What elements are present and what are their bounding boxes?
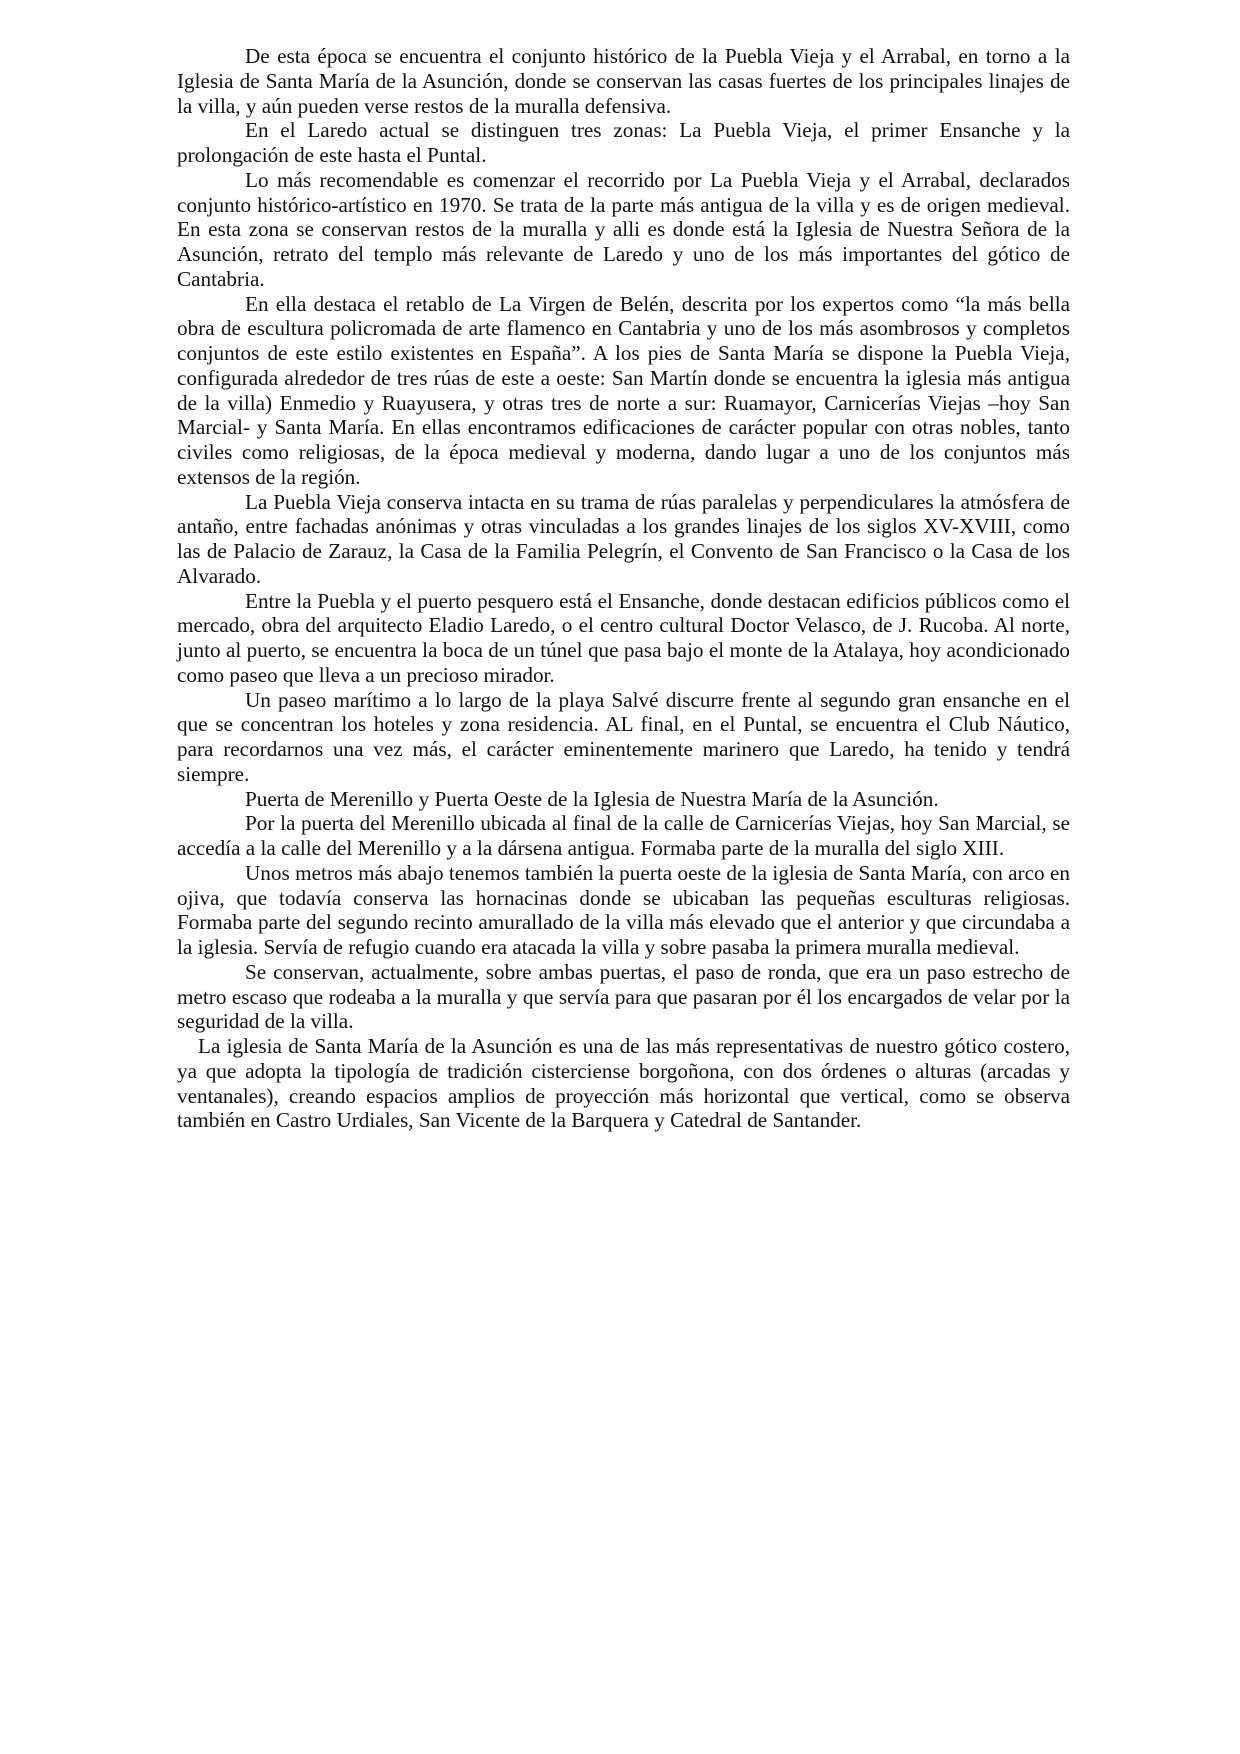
paragraph-iglesia-gotico: La iglesia de Santa María de la Asunción es una de las más representativas de nuestro gótico costero, ya que adopta la tipología de tradición cisterciense borgoñona, con dos órdenes o alturas (arcadas y ventanales), creando espacios amplios de proyección más horizontal que vertical, como se observa también en Castro Urdiales, San Vicente de la Barquera y Catedral de Santander. <box>177 1034 1070 1133</box>
document-page <box>177 44 1070 1133</box>
paragraph-ensanche: Entre la Puebla y el puerto pesquero está el Ensanche, donde destacan edificios públicos como el mercado, obra del arquitecto Eladio Laredo, o el centro cultural Doctor Velasco, de J. Rucoba. Al norte, junto al puerto, se encuentra la boca de un túnel que pasa bajo el monte de la Atalaya, hoy acondicionado como paseo que lleva a un precioso mirador. <box>177 588 1070 687</box>
paragraph-retablo: En ella destaca el retablo de La Virgen de Belén, descrita por los expertos como “la más bella obra de escultura policromada de arte flamenco en Cantabria y uno de los más asombrosos y completos conjuntos de este estilo existentes en España”. A los pies de Santa María se dispone la Puebla Vieja, configurada alrededor de tres rúas de este a oeste: San Martín donde se encuentra la iglesia más antigua de la villa) Enmedio y Ruayusera, y otras tres de norte a sur: Ruamayor, Carnicerías Viejas –hoy San Marcial- y Santa María. En ellas encontramos edificaciones de carácter popular con otras nobles, tanto civiles como religiosas, de la época medieval y moderna, dando lugar a uno de los conjuntos más extensos de la región. <box>177 291 1070 489</box>
paragraph-paseo-maritimo: Un paseo marítimo a lo largo de la playa Salvé discurre frente al segundo gran ensanche en el que se concentran los hoteles y zona residencia. AL final, en el Puntal, se encuentra el Club Náutico, para recordarnos una vez más, el carácter eminentemente marinero que Laredo, ha tenido y tendrá siempre. <box>177 687 1070 786</box>
paragraph-tres-zonas: En el Laredo actual se distinguen tres zonas: La Puebla Vieja, el primer Ensanche y la prolongación de este hasta el Puntal. <box>177 118 1070 167</box>
paragraph-puertas-heading: Puerta de Merenillo y Puerta Oeste de la Iglesia de Nuestra María de la Asunción. <box>245 786 939 811</box>
paragraph-paso-ronda: Se conservan, actualmente, sobre ambas puertas, el paso de ronda, que era un paso estrecho de metro escaso que rodeaba a la muralla y que servía para que pasaran por él los encargados de velar por la seguridad de la villa. <box>177 959 1070 1034</box>
paragraph-trama-ruas: La Puebla Vieja conserva intacta en su trama de rúas paralelas y perpendiculares la atmósfera de antaño, entre fachadas anónimas y otras vinculadas a los grandes linajes de los siglos XV-XVIII, como las de Palacio de Zarauz, la Casa de la Familia Pelegrín, el Convento de San Francisco o la Casa de los Alvarado. <box>177 489 1070 588</box>
paragraph-puebla-vieja-intro: De esta época se encuentra el conjunto histórico de la Puebla Vieja y el Arrabal, en torno a la Iglesia de Santa María de la Asunción, donde se conservan las casas fuertes de los principales linajes de la villa, y aún pueden verse restos de la muralla defensiva. <box>177 44 1070 118</box>
paragraph-recorrido: Lo más recomendable es comenzar el recorrido por La Puebla Vieja y el Arrabal, declarados conjunto histórico-artístico en 1970. Se trata de la parte más antigua de la villa y es de origen medieval. En esta zona se conservan restos de la muralla y alli es donde está la Iglesia de Nuestra Señora de la Asunción, retrato del templo más relevante de Laredo y uno de los más importantes del gótico de Cantabria. <box>177 167 1070 291</box>
paragraph-puerta-merenillo: Por la puerta del Merenillo ubicada al final de la calle de Carnicerías Viejas, hoy San Marcial, se accedía a la calle del Merenillo y a la dársena antigua. Formaba parte de la muralla del siglo XIII. <box>177 811 1070 860</box>
paragraph-puerta-oeste: Unos metros más abajo tenemos también la puerta oeste de la iglesia de Santa María, con arco en ojiva, que todavía conserva las hornacinas donde se ubicaban las pequeñas esculturas religiosas. Formaba parte del segundo recinto amurallado de la villa más elevado que el anterior y que circundaba a la iglesia. Servía de refugio cuando era atacada la villa y sobre pasaba la primera muralla medieval. <box>177 860 1070 959</box>
